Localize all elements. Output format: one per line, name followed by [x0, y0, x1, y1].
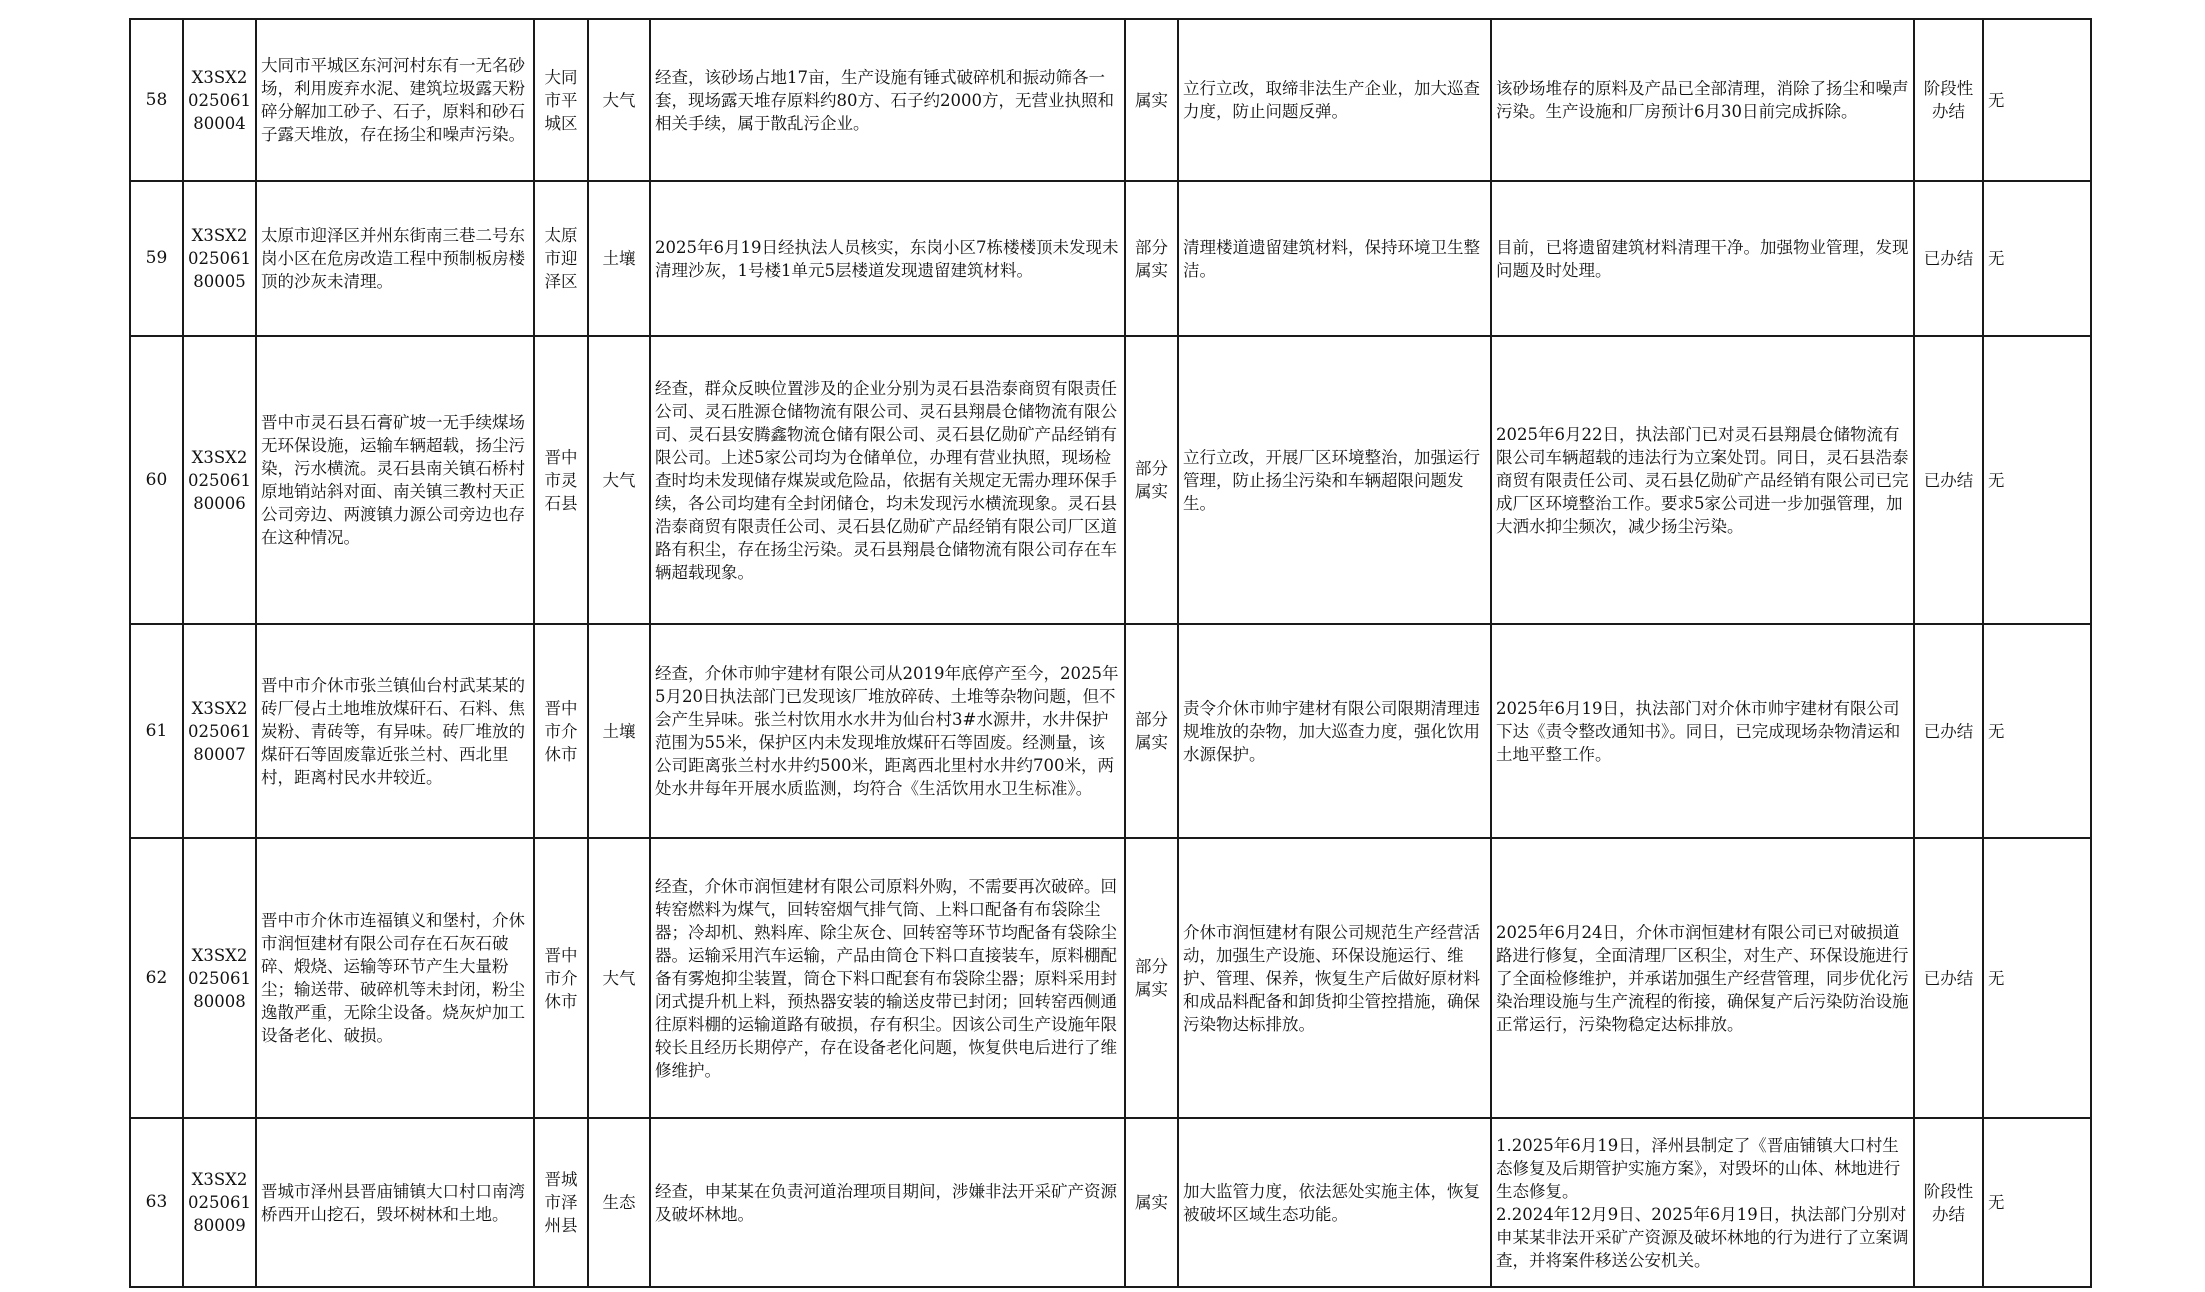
- handling-measures: 责令介休市帅宇建材有限公司限期清理违规堆放的杂物，加大巡查力度，强化饮用水源保护。: [1178, 624, 1491, 838]
- row-number: 63: [130, 1118, 183, 1287]
- case-code: X3SX202506180007: [183, 624, 256, 838]
- handling-measures: 清理楼道遗留建筑材料，保持环境卫生整洁。: [1178, 181, 1491, 336]
- finding-result: 部分属实: [1125, 181, 1178, 336]
- case-code: X3SX202506180009: [183, 1118, 256, 1287]
- completion-status: 阶段性办结: [1914, 1118, 1983, 1287]
- table-row: [130, 624, 2091, 838]
- administrative-region: 晋中市灵石县: [534, 336, 588, 624]
- administrative-region: 晋中市介休市: [534, 624, 588, 838]
- accountability: 无: [1983, 19, 2091, 181]
- verification-detail: 经查，介休市帅宇建材有限公司从2019年底停产至今，2025年5月20日执法部门已发现该厂堆放碎砖、土堆等杂物问题，但不会产生异味。张兰村饮用水水井为仙台村3#水源井，水井保护范围为55米，保护区内未发现堆放煤矸石等固废。经测量，该公司距离张兰村水井约500米，距离西北里村水井约700米，两处水井每年开展水质监测，均符合《生活饮用水卫生标准》。: [650, 624, 1125, 838]
- verification-detail: 经查，介休市润恒建材有限公司原料外购，不需要再次破碎。回转窑燃料为煤气，回转窑烟气排气筒、上料口配备有布袋除尘器；冷却机、熟料库、除尘灰仓、回转窑等环节均配备有袋除尘器。运输采用汽车运输，产品由筒仓下料口直接装车，原料棚配备有雾炮抑尘装置，筒仓下料口配套有布袋除尘器；原料采用封闭式提升机上料，预热器安装的输送皮带已封闭；回转窑西侧通往原料棚的运输道路有破损，存有积尘。因该公司生产设施年限较长且经历长期停产，存在设备老化问题，恢复供电后进行了维修维护。: [650, 838, 1125, 1118]
- completion-status: 已办结: [1914, 838, 1983, 1118]
- accountability: 无: [1983, 1118, 2091, 1287]
- complaint-content: 晋中市灵石县石膏矿坡一无手续煤场无环保设施，运输车辆超载，扬尘污染，污水横流。灵石县南关镇石桥村原地销站斜对面、南关镇三教村天正公司旁边、两渡镇力源公司旁边也存在这种情况。: [256, 336, 534, 624]
- table-row: [130, 1118, 2091, 1287]
- row-number: 59: [130, 181, 183, 336]
- rectification-result: 2025年6月19日，执法部门对介休市帅宇建材有限公司下达《责令整改通知书》。同日，已完成现场杂物清运和土地平整工作。: [1491, 624, 1914, 838]
- rectification-result: 1.2025年6月19日，泽州县制定了《晋庙铺镇大口村生态修复及后期管护实施方案》，对毁坏的山体、林地进行生态修复。 2.2024年12月9日、2025年6月19日，执法部门分别对申某某非法开采矿产资源及破坏林地的行为进行了立案调查，并将案件移送公安机关。: [1491, 1118, 1914, 1287]
- accountability: 无: [1983, 336, 2091, 624]
- finding-result: 属实: [1125, 1118, 1178, 1287]
- table-row: [130, 336, 2091, 624]
- table-row: [130, 838, 2091, 1118]
- administrative-region: 晋城市泽州县: [534, 1118, 588, 1287]
- complaint-content: 晋中市介休市连福镇义和堡村，介休市润恒建材有限公司存在石灰石破碎、煅烧、运输等环节产生大量粉尘；输送带、破碎机等未封闭，粉尘逸散严重，无除尘设备。烧灰炉加工设备老化、破损。: [256, 838, 534, 1118]
- finding-result: 部分属实: [1125, 336, 1178, 624]
- case-code: X3SX202506180005: [183, 181, 256, 336]
- handling-measures: 加大监管力度，依法惩处实施主体，恢复被破坏区域生态功能。: [1178, 1118, 1491, 1287]
- finding-result: 属实: [1125, 19, 1178, 181]
- verification-detail: 经查，该砂场占地17亩，生产设施有锤式破碎机和振动筛各一套，现场露天堆存原料约80方、石子约2000方，无营业执照和相关手续，属于散乱污企业。: [650, 19, 1125, 181]
- handling-measures: 介休市润恒建材有限公司规范生产经营活动，加强生产设施、环保设施运行、维护、管理、保养，恢复生产后做好原材料和成品料配备和卸货抑尘管控措施，确保污染物达标排放。: [1178, 838, 1491, 1118]
- pollution-type: 土壤: [588, 624, 650, 838]
- administrative-region: 大同市平城区: [534, 19, 588, 181]
- pollution-type: 大气: [588, 838, 650, 1118]
- handling-measures: 立行立改，取缔非法生产企业，加大巡查力度，防止问题反弹。: [1178, 19, 1491, 181]
- rectification-result: 该砂场堆存的原料及产品已全部清理，消除了扬尘和噪声污染。生产设施和厂房预计6月30日前完成拆除。: [1491, 19, 1914, 181]
- rectification-result: 2025年6月22日，执法部门已对灵石县翔晨仓储物流有限公司车辆超载的违法行为立案处罚。同日，灵石县浩泰商贸有限责任公司、灵石县亿勋矿产品经销有限公司已完成厂区环境整治工作。要求5家公司进一步加强管理，加大洒水抑尘频次，减少扬尘污染。: [1491, 336, 1914, 624]
- complaint-content: 太原市迎泽区并州东街南三巷二号东岗小区在危房改造工程中预制板房楼顶的沙灰未清理。: [256, 181, 534, 336]
- case-table: [129, 18, 2092, 1288]
- handling-measures: 立行立改，开展厂区环境整治，加强运行管理，防止扬尘污染和车辆超限问题发生。: [1178, 336, 1491, 624]
- accountability: 无: [1983, 181, 2091, 336]
- pollution-type: 大气: [588, 19, 650, 181]
- pollution-type: 生态: [588, 1118, 650, 1287]
- completion-status: 已办结: [1914, 336, 1983, 624]
- accountability: 无: [1983, 838, 2091, 1118]
- row-number: 58: [130, 19, 183, 181]
- verification-detail: 经查，群众反映位置涉及的企业分别为灵石县浩泰商贸有限责任公司、灵石胜源仓储物流有限公司、灵石县翔晨仓储物流有限公司、灵石县安腾鑫物流仓储有限公司、灵石县亿勋矿产品经销有限公司。上述5家公司均为仓储单位，办理有营业执照，现场检查时均未发现储存煤炭或危险品，依据有关规定无需办理环保手续，各公司均建有全封闭储仓，均未发现污水横流现象。灵石县浩泰商贸有限责任公司、灵石县亿勋矿产品经销有限公司厂区道路有积尘，存在扬尘污染。灵石县翔晨仓储物流有限公司存在车辆超载现象。: [650, 336, 1125, 624]
- row-number: 60: [130, 336, 183, 624]
- administrative-region: 太原市迎泽区: [534, 181, 588, 336]
- administrative-region: 晋中市介休市: [534, 838, 588, 1118]
- case-code: X3SX202506180008: [183, 838, 256, 1118]
- table-row: [130, 181, 2091, 336]
- completion-status: 阶段性办结: [1914, 19, 1983, 181]
- completion-status: 已办结: [1914, 624, 1983, 838]
- rectification-result: 2025年6月24日，介休市润恒建材有限公司已对破损道路进行修复，全面清理厂区积尘，对生产、环保设施进行了全面检修维护，并承诺加强生产经营管理，同步优化污染治理设施与生产流程的衔接，确保复产后污染防治设施正常运行，污染物稳定达标排放。: [1491, 838, 1914, 1118]
- complaint-content: 晋中市介休市张兰镇仙台村武某某的砖厂侵占土地堆放煤矸石、石料、焦炭粉、青砖等，有异味。砖厂堆放的煤矸石等固废靠近张兰村、西北里村，距离村民水井较近。: [256, 624, 534, 838]
- completion-status: 已办结: [1914, 181, 1983, 336]
- case-code: X3SX202506180006: [183, 336, 256, 624]
- rectification-result: 目前，已将遗留建筑材料清理干净。加强物业管理，发现问题及时处理。: [1491, 181, 1914, 336]
- case-code: X3SX202506180004: [183, 19, 256, 181]
- pollution-type: 大气: [588, 336, 650, 624]
- pollution-type: 土壤: [588, 181, 650, 336]
- complaint-content: 大同市平城区东河河村东有一无名砂场，利用废弃水泥、建筑垃圾露天粉碎分解加工砂子、石子，原料和砂石子露天堆放，存在扬尘和噪声污染。: [256, 19, 534, 181]
- row-number: 61: [130, 624, 183, 838]
- complaint-content: 晋城市泽州县晋庙铺镇大口村口南湾桥西开山挖石，毁坏树林和土地。: [256, 1118, 534, 1287]
- accountability: 无: [1983, 624, 2091, 838]
- verification-detail: 2025年6月19日经执法人员核实，东岗小区7栋楼楼顶未发现未清理沙灰，1号楼1单元5层楼道发现遗留建筑材料。: [650, 181, 1125, 336]
- finding-result: 部分属实: [1125, 838, 1178, 1118]
- table-row: [130, 19, 2091, 181]
- verification-detail: 经查，申某某在负责河道治理项目期间，涉嫌非法开采矿产资源及破坏林地。: [650, 1118, 1125, 1287]
- finding-result: 部分属实: [1125, 624, 1178, 838]
- row-number: 62: [130, 838, 183, 1118]
